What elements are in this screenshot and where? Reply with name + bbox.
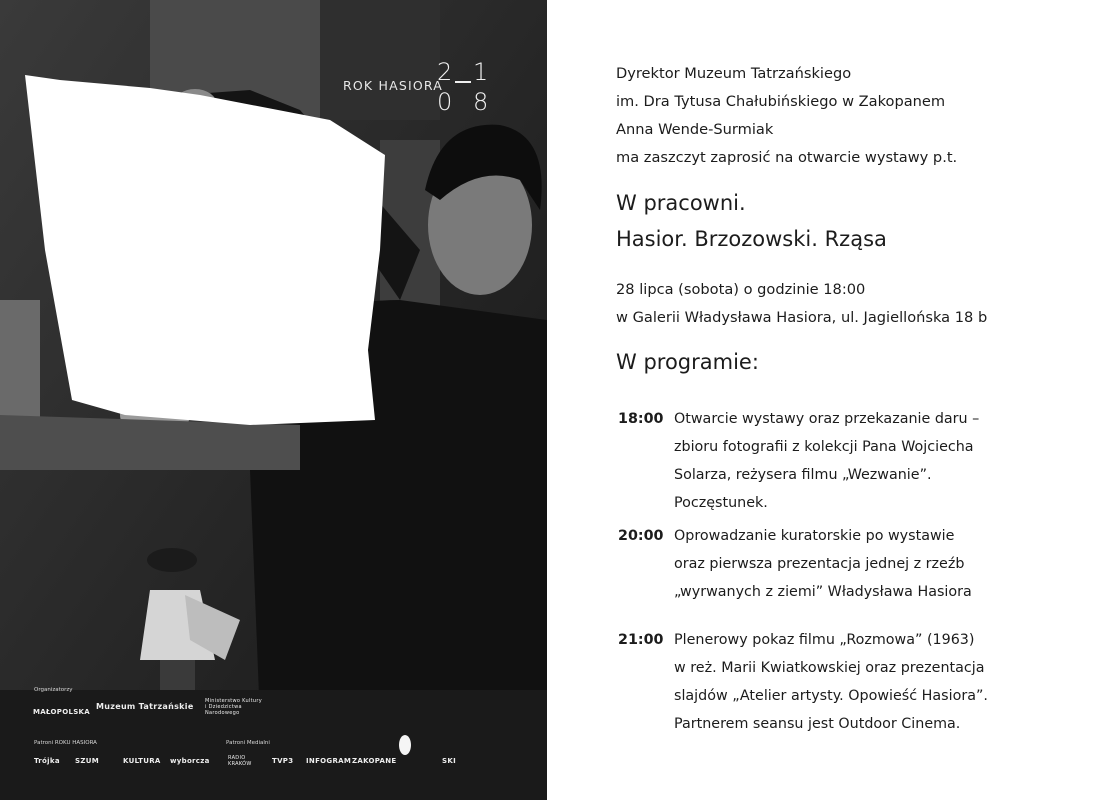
radio-krakow-logo: RADIO KRAKÓW [228,755,252,767]
programme-time: 21:00 [618,632,664,648]
szum-logo: SZUM [75,757,99,765]
programme-line: zbioru fotografii z kolekcji Pana Wojciecha [674,439,974,455]
programme-line: w reż. Marii Kwiatkowskiej oraz prezentacja [674,660,985,676]
patrons-label: Patroni ROKU HASIORA [34,740,97,746]
ski-logo: SKI [442,757,456,765]
date-line: 28 lipca (sobota) o godzinie 18:00 [616,281,866,298]
tvp3-logo: TVP3 [272,757,294,765]
organizers-label: Organizatorzy [34,687,73,693]
invitation-intro [616,60,957,172]
trojka-logo: Trójka [34,757,60,765]
title-line: W pracowni. [616,191,746,215]
year-digit: 2 [437,58,453,86]
programme-time: 20:00 [618,528,664,544]
exhibition-title [616,185,887,257]
event-date-location [616,276,987,332]
intro-line: im. Dra Tytusa Chałubińskiego w Zakopanem [616,93,946,110]
media-patrons-label: Patroni Medialni [226,740,270,746]
title-line: Hasior. Brzozowski. Rząsa [616,227,887,251]
wyborcza-logo: wyborcza [170,757,210,765]
programme-line: Oprowadzanie kuratorskie po wystawie [674,528,955,544]
programme-time: 18:00 [618,411,664,427]
programme-line: Otwarcie wystawy oraz przekazanie daru – [674,411,980,427]
infogram-logo: INFOGRAM [306,757,352,765]
programme-line: oraz pierwsza prezentacja jednej z rzeźb [674,556,965,572]
kultura-logo: KULTURA [123,757,161,765]
year-bar [455,81,471,83]
malopolska-logo: MAŁOPOLSKA [33,708,91,716]
muzeum-tatrzanskie-logo: Muzeum Tatrzańskie [96,702,194,711]
programme-line: slajdów „Atelier artysty. Opowieść Hasiora”. [674,688,988,704]
intro-line: ma zaszczyt zaprosić na otwarcie wystawy p.t. [616,149,958,166]
programme-line: „wyrwanych z ziemi” Władysława Hasiora [674,584,972,600]
intro-line: Anna Wende-Surmiak [616,121,774,138]
programme-line: Plenerowy pokaz filmu „Rozmowa” (1963) [674,632,975,648]
rok-hasiora-label: ROK HASIORA [343,78,444,93]
year-digit: 8 [473,88,489,116]
location-line: w Galerii Władysława Hasiora, ul. Jagiellońska 18 b [616,309,988,326]
programme-line: Poczęstunek. [674,495,768,511]
year-digit: 0 [437,88,453,116]
programme-heading: W programie: [616,350,759,374]
zakopane-logo: ZAKOPANE [352,757,397,765]
programme-line: Solarza, reżysera filmu „Wezwanie”. [674,467,932,483]
year-digit: 1 [473,58,489,86]
programme-line: Partnerem seansu jest Outdoor Cinema. [674,716,961,732]
intro-line: Dyrektor Muzeum Tatrzańskiego [616,65,852,82]
ministerstwo-logo: Ministerstwo Kultury i Dziedzictwa Narodowego [205,698,262,716]
